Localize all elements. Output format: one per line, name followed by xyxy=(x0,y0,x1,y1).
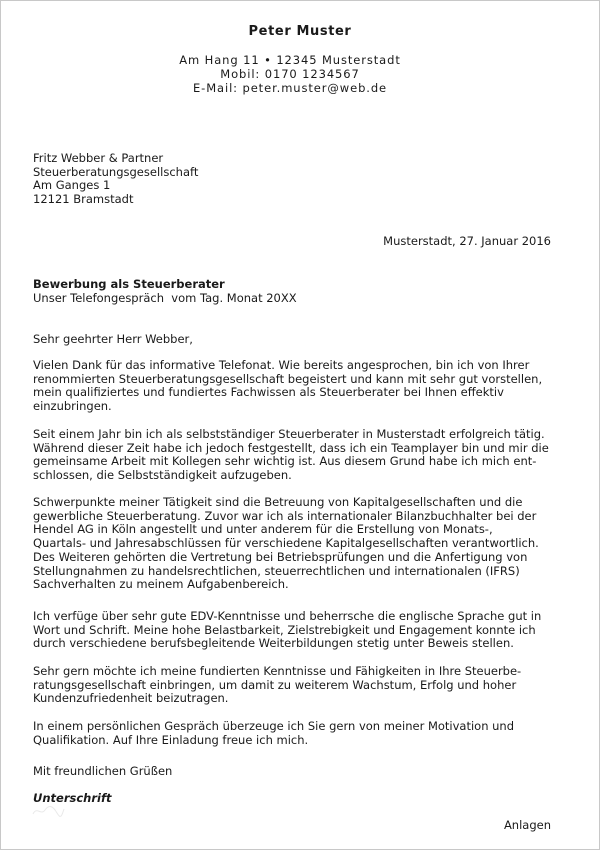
sender-address: Am Hang 11 • 12345 Musterstadt xyxy=(179,53,401,67)
recipient-line: Steuerberatungsgesellschaft xyxy=(33,164,199,179)
paragraph-line: Hendel AG in Köln angestellt und unter anderem für die Erstellung von Monats-, xyxy=(33,522,493,537)
signature-scribble-icon xyxy=(31,804,65,818)
paragraph-line: gemeinsame Arbeit mit Kollegen sehr wichtig ist. Aus diesem Grund habe ich mich ent- xyxy=(33,454,537,469)
paragraph-line: Während dieser Zeit habe ich jedoch festgestellt, dass ich ein Teamplayer bin und mir die xyxy=(33,440,549,455)
paragraph-line: durch verschiedene berufsbegleitende Weiterbildungen stetig unter Beweis stellen. xyxy=(33,636,514,651)
body-paragraph xyxy=(33,496,573,592)
paragraph-line: Wort und Schrift. Meine hohe Belastbarkeit, Zielstrebigkeit und Engagement konnte ich xyxy=(33,622,536,637)
paragraph-line: Schwerpunkte meiner Tätigkeit sind die Betreuung von Kapitalgesellschaften und die xyxy=(33,495,523,509)
paragraph-line: gewerbliche Steuerberatung. Zuvor war ich als internationaler Bilanzbuchhalter bei der xyxy=(33,508,537,523)
paragraph-line: einzubringen. xyxy=(33,399,112,414)
sender-contact xyxy=(1,53,579,95)
paragraph-line: renommierten Steuerberatungsgesellschaft begeistert und kann mit sehr gut vorstellen, xyxy=(33,371,543,386)
attachments-note: Anlagen xyxy=(503,818,551,832)
paragraph-line: Qualifikation. Auf Ihre Einladung freue ich mich. xyxy=(33,732,309,747)
body-paragraph xyxy=(33,610,573,651)
body-paragraph xyxy=(33,428,573,483)
body-paragraph xyxy=(33,665,573,706)
paragraph-line: Seit einem Jahr bin ich als selbstständiger Steuerberater in Musterstadt erfolgreich tätig. xyxy=(33,427,545,441)
paragraph-line: Vielen Dank für das informative Telefonat. Wie bereits angesprochen, bin ich von Ihrer xyxy=(33,358,530,372)
salutation: Sehr geehrter Herr Webber, xyxy=(33,332,193,346)
paragraph-line: Stellungnahmen zu handelsrechtlichen, steuerrechtlichen und internationalen (IFRS) xyxy=(33,563,520,578)
paragraph-line: ratungsgesellschaft einbringen, um damit zu weiterem Wachstum, Erfolg und hoher xyxy=(33,677,517,692)
paragraph-line: Ich verfüge über sehr gute EDV-Kenntnisse und beherrsche die englische Sprache gut in xyxy=(33,609,542,623)
paragraph-line: Quartals- und Jahresabschlüssen für verschiedene Kapitalgesellschaften verantwortlich. xyxy=(33,536,539,551)
signature: Unterschrift xyxy=(33,791,112,805)
paragraph-line: Sehr gern möchte ich meine fundierten Kenntnisse und Fähigkeiten in Ihre Steuerbe- xyxy=(33,664,522,678)
letter-subject: Bewerbung als Steuerberater xyxy=(33,277,225,291)
body-paragraph xyxy=(33,720,573,747)
paragraph-line: mein qualifiziertes und fundiertes Fachwissen als Steuerberater bei Ihnen effektiv xyxy=(33,385,504,400)
sender-email: E-Mail: peter.muster@web.de xyxy=(193,81,387,95)
letter-reference: Unser Telefongespräch vom Tag. Monat 20XX xyxy=(33,291,297,305)
closing-phrase: Mit freundlichen Grüßen xyxy=(33,764,173,778)
body-paragraph xyxy=(33,359,573,414)
recipient-address xyxy=(33,152,198,206)
paragraph-line: Sachverhalten zu meinem Aufgabenbereich. xyxy=(33,577,289,592)
recipient-line: 12121 Bramstadt xyxy=(33,191,134,206)
sender-mobile: Mobil: 0170 1234567 xyxy=(220,67,360,81)
recipient-line: Fritz Webber & Partner xyxy=(33,151,164,165)
paragraph-line: Des Weiteren gehörten die Vertretung bei Betriebsprüfungen und die Anfertigung von xyxy=(33,549,528,564)
paragraph-line: Kundenzufriedenheit beizutragen. xyxy=(33,691,229,706)
sender-name: Peter Muster xyxy=(248,24,352,39)
letter-date: Musterstadt, 27. Januar 2016 xyxy=(383,234,551,248)
recipient-line: Am Ganges 1 xyxy=(33,178,111,192)
paragraph-line: In einem persönlichen Gespräch überzeuge ich Sie gern von meiner Motivation und xyxy=(33,719,515,733)
paragraph-line: schlossen, die Selbstständigkeit aufzugeben. xyxy=(33,468,292,483)
